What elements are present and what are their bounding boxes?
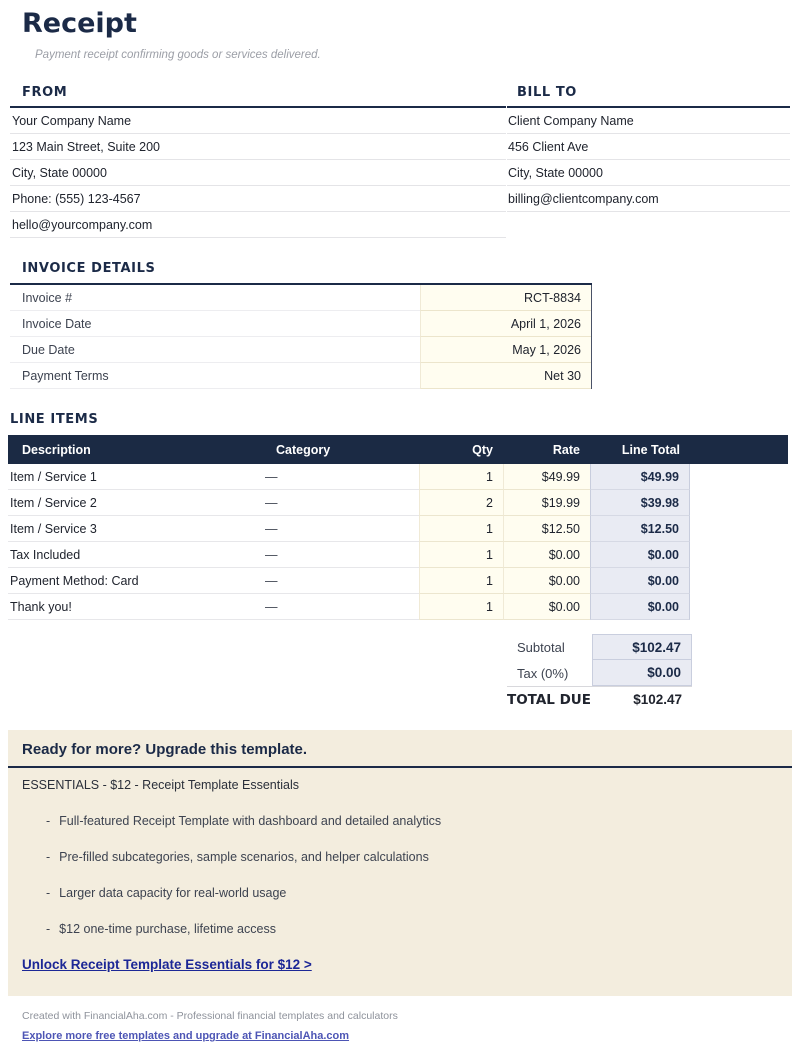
from-heading: FROM <box>10 83 506 108</box>
bullet-dash: - <box>46 886 51 900</box>
from-block <box>10 83 506 238</box>
upgrade-product-line: ESSENTIALS - $12 - Receipt Template Essentials <box>22 778 299 792</box>
cell-description: Tax Included <box>8 542 260 568</box>
col-header-line-total: Line Total <box>621 442 680 457</box>
from-city: City, State 00000 <box>10 160 506 186</box>
cell-rate-field[interactable]: $49.99 <box>503 464 590 490</box>
bill-to-heading: BILL TO <box>507 83 790 108</box>
due-date-label: Due Date <box>10 337 420 363</box>
tax-label: Tax (0%) <box>517 665 569 681</box>
from-phone: Phone: (555) 123-4567 <box>10 186 506 212</box>
tax-value: $0.00 <box>592 660 692 686</box>
table-row <box>8 594 788 620</box>
receipt-page <box>0 8 800 1054</box>
subtotal-label: Subtotal <box>517 639 565 655</box>
cell-line-total: $12.50 <box>590 516 690 542</box>
invoice-details-grid <box>10 285 592 389</box>
cell-qty-field[interactable]: 2 <box>419 490 503 516</box>
upgrade-bullet-list <box>22 814 778 936</box>
cell-line-total: $39.98 <box>590 490 690 516</box>
bullet-dash: - <box>46 850 51 864</box>
cell-category: — <box>260 490 419 516</box>
from-company: Your Company Name <box>10 108 506 134</box>
table-row <box>8 542 788 568</box>
invoice-date-label: Invoice Date <box>10 311 420 337</box>
invoice-details-section <box>10 261 592 389</box>
line-items-table <box>8 435 788 620</box>
bullet-dash: - <box>46 922 51 936</box>
payment-terms-row <box>10 363 591 389</box>
cell-qty-field[interactable]: 1 <box>419 594 503 620</box>
upgrade-heading: Ready for more? Upgrade this template. <box>8 730 792 768</box>
cell-category: — <box>260 542 419 568</box>
cell-line-total: $0.00 <box>590 568 690 594</box>
cell-description: Item / Service 1 <box>8 464 260 490</box>
invoice-details-heading: INVOICE DETAILS <box>10 261 592 285</box>
page-title: Receipt <box>22 8 137 39</box>
cell-line-total: $0.00 <box>590 542 690 568</box>
cell-category: — <box>260 464 419 490</box>
invoice-number-field[interactable]: RCT-8834 <box>420 285 591 311</box>
page-subtitle: Payment receipt confirming goods or services delivered. <box>35 49 321 61</box>
from-street: 123 Main Street, Suite 200 <box>10 134 506 160</box>
table-row <box>8 490 788 516</box>
billto-company: Client Company Name <box>507 108 790 134</box>
total-due-value: $102.47 <box>633 692 682 707</box>
cell-description: Item / Service 2 <box>8 490 260 516</box>
upgrade-bullet <box>22 850 778 864</box>
footer-explore-link[interactable]: Explore more free templates and upgrade at FinancialAha.com <box>22 1030 350 1042</box>
upgrade-bullet <box>22 922 778 936</box>
cell-line-total: $49.99 <box>590 464 690 490</box>
subtotal-value: $102.47 <box>592 634 692 660</box>
table-row <box>8 568 788 594</box>
cell-qty-field[interactable]: 1 <box>419 542 503 568</box>
bullet-text: $12 one-time purchase, lifetime access <box>59 922 276 936</box>
total-due-row <box>507 686 692 712</box>
invoice-number-row <box>10 285 591 311</box>
col-header-qty: Qty <box>472 442 493 457</box>
bill-to-block <box>507 83 790 238</box>
page-footer <box>22 1010 800 1044</box>
upgrade-bullet <box>22 814 778 828</box>
cell-rate-field[interactable]: $19.99 <box>503 490 590 516</box>
cell-description: Thank you! <box>8 594 260 620</box>
upgrade-promo-box <box>8 730 792 996</box>
tax-row <box>507 660 692 686</box>
bullet-text: Full-featured Receipt Template with dashboard and detailed analytics <box>59 814 442 828</box>
subtotal-row <box>507 634 692 660</box>
from-email: hello@yourcompany.com <box>10 212 506 238</box>
cell-qty-field[interactable]: 1 <box>419 568 503 594</box>
cell-description: Item / Service 3 <box>8 516 260 542</box>
line-items-heading: LINE ITEMS <box>10 412 99 427</box>
billto-city: City, State 00000 <box>507 160 790 186</box>
invoice-date-field[interactable]: April 1, 2026 <box>420 311 591 337</box>
table-row <box>8 464 788 490</box>
bullet-text: Larger data capacity for real-world usage <box>59 886 287 900</box>
cell-qty-field[interactable]: 1 <box>419 516 503 542</box>
line-items-section <box>10 412 800 620</box>
cell-description: Payment Method: Card <box>8 568 260 594</box>
footer-credit-text: Created with FinancialAha.com - Professional financial templates and calculators <box>22 1010 398 1022</box>
parties-section <box>10 83 790 238</box>
bullet-dash: - <box>46 814 51 828</box>
cell-rate-field[interactable]: $0.00 <box>503 542 590 568</box>
col-header-category: Category <box>276 442 331 457</box>
bullet-text: Pre-filled subcategories, sample scenarios, and helper calculations <box>59 850 429 864</box>
cell-rate-field[interactable]: $0.00 <box>503 568 590 594</box>
cell-category: — <box>260 568 419 594</box>
payment-terms-field[interactable]: Net 30 <box>420 363 591 389</box>
line-items-header-row <box>8 435 788 464</box>
cell-rate-field[interactable]: $0.00 <box>503 594 590 620</box>
col-header-description: Description <box>22 442 91 457</box>
invoice-number-label: Invoice # <box>10 285 420 311</box>
upgrade-bullet <box>22 886 778 900</box>
invoice-date-row <box>10 311 591 337</box>
unlock-essentials-link[interactable]: Unlock Receipt Template Essentials for $12 > <box>22 957 312 972</box>
cell-rate-field[interactable]: $12.50 <box>503 516 590 542</box>
table-row <box>8 516 788 542</box>
billto-email: billing@clientcompany.com <box>507 186 790 212</box>
total-due-label: TOTAL DUE <box>507 691 591 708</box>
cell-category: — <box>260 516 419 542</box>
payment-terms-label: Payment Terms <box>10 363 420 389</box>
cell-line-total: $0.00 <box>590 594 690 620</box>
billto-street: 456 Client Ave <box>507 134 790 160</box>
col-header-rate: Rate <box>552 442 580 457</box>
due-date-row <box>10 337 591 363</box>
cell-qty-field[interactable]: 1 <box>419 464 503 490</box>
totals-section <box>507 634 692 712</box>
due-date-field[interactable]: May 1, 2026 <box>420 337 591 363</box>
cell-category: — <box>260 594 419 620</box>
